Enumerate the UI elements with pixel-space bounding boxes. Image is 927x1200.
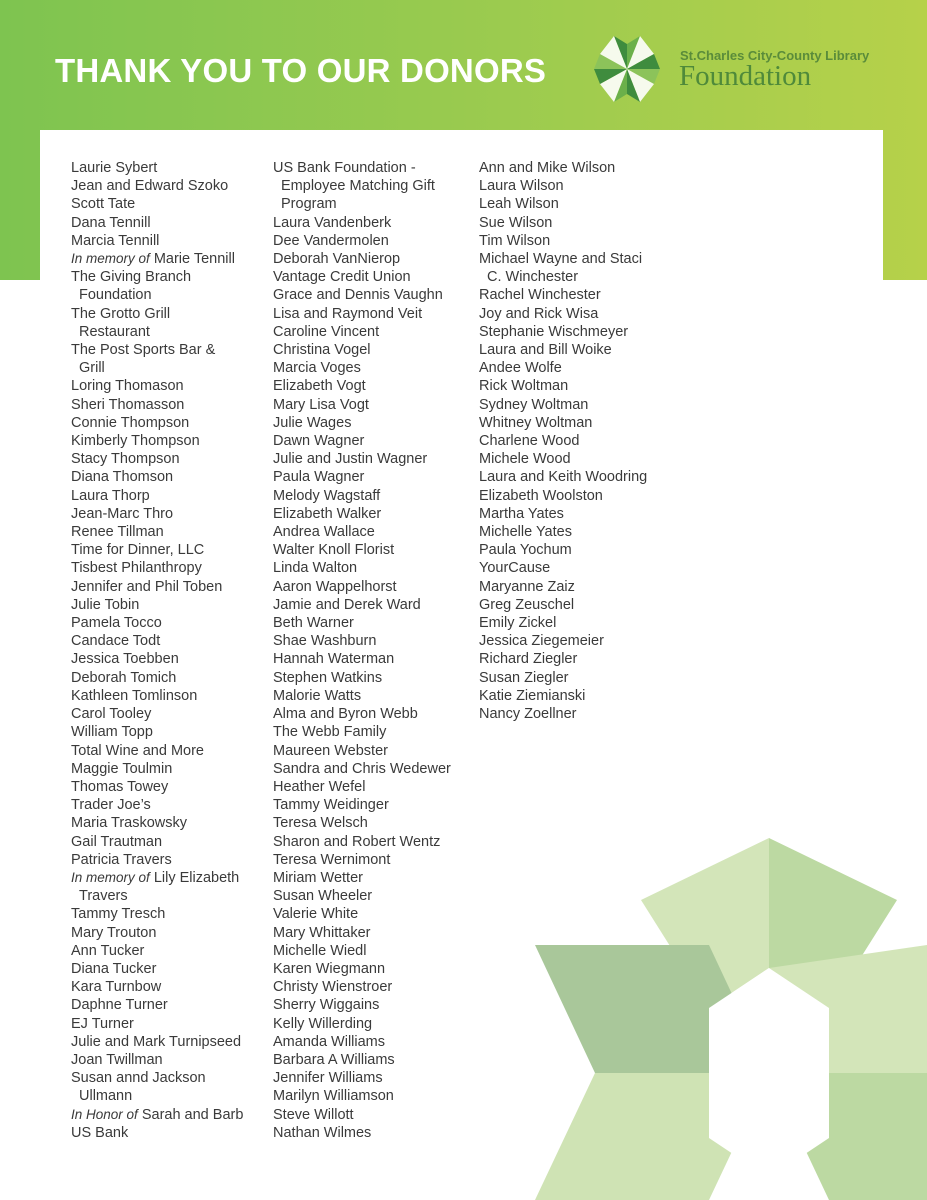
donor-entry [273, 905, 451, 923]
donor-entry [273, 723, 451, 741]
donor-column-1 [71, 159, 243, 1142]
donor-name: Julie and Justin Wagner [273, 451, 428, 468]
donor-entry [479, 177, 647, 195]
donor-entry [71, 1106, 243, 1124]
dedication-prefix: In memory of [71, 251, 150, 267]
donor-entry [273, 214, 451, 232]
donor-name: Daphne Turner [71, 997, 168, 1014]
donor-name: Sue Wilson [479, 214, 553, 231]
donor-name: Alma and Byron Webb [273, 706, 418, 723]
donor-entry [71, 869, 243, 887]
donor-name: Sharon and Robert Wentz [273, 833, 441, 850]
donor-name: Joy and Rick Wisa [479, 305, 599, 322]
donor-name: Hannah Waterman [273, 651, 395, 668]
donor-entry-continuation [71, 359, 243, 377]
donor-name: Elizabeth Walker [273, 505, 382, 522]
donor-name: Tammy Weidinger [273, 797, 389, 814]
donor-name: Susan annd Jackson [71, 1070, 206, 1087]
donor-name: Karen Wiegmann [273, 960, 386, 977]
donor-entry [273, 596, 451, 614]
donor-entry [71, 523, 243, 541]
donor-name: Scott Tate [71, 196, 136, 213]
donor-name: Pamela Tocco [71, 615, 162, 632]
donor-entry [71, 1015, 243, 1033]
donor-name: Marie Tennill [153, 251, 235, 268]
donor-entry [273, 869, 451, 887]
donor-entry [273, 1033, 451, 1051]
donor-name: Walter Knoll Florist [273, 542, 395, 559]
donor-name: Travers [79, 888, 128, 905]
donor-name: Whitney Woltman [479, 414, 593, 431]
donor-name: Nancy Zoellner [479, 706, 577, 723]
donor-name: Sherry Wiggains [273, 997, 380, 1014]
donor-name: Susan Wheeler [273, 888, 373, 905]
donor-entry [479, 286, 647, 304]
decorative-star-graphic [535, 838, 927, 1200]
donor-name: Dawn Wagner [273, 433, 365, 450]
donor-name: Foundation [79, 287, 152, 304]
donor-name: Sarah and Barb [141, 1106, 244, 1123]
donor-entry [71, 250, 243, 268]
donor-entry [479, 232, 647, 250]
donor-entry [479, 341, 647, 359]
donor-name: Sandra and Chris Wedewer [273, 760, 451, 777]
donor-entry [273, 232, 451, 250]
donor-entry [273, 614, 451, 632]
donor-entry [71, 960, 243, 978]
donor-entry [273, 578, 451, 596]
donor-name: Michelle Yates [479, 524, 572, 541]
donor-name: Renee Tillman [71, 524, 164, 541]
donor-name: Amanda Williams [273, 1033, 385, 1050]
donor-name: Steve Willott [273, 1106, 354, 1123]
donor-entry [273, 250, 451, 268]
donor-entry [479, 468, 647, 486]
donor-name: Heather Wefel [273, 778, 366, 795]
donor-entry [71, 650, 243, 668]
donor-name: Laura Vandenberk [273, 214, 392, 231]
donor-entry [71, 1124, 243, 1142]
donor-entry [273, 1015, 451, 1033]
donor-entry [273, 742, 451, 760]
donor-name: Tim Wilson [479, 232, 551, 249]
donor-entry [479, 487, 647, 505]
donor-name: Andrea Wallace [273, 524, 375, 541]
donor-entry [273, 924, 451, 942]
donor-entry [71, 414, 243, 432]
donor-entry [479, 596, 647, 614]
donor-entry [71, 723, 243, 741]
donor-name: Lily Elizabeth [153, 869, 240, 886]
donor-entry [71, 468, 243, 486]
donor-entry [479, 305, 647, 323]
donor-entry [273, 996, 451, 1014]
donor-column-3 [479, 159, 647, 723]
donor-entry [71, 159, 243, 177]
donor-name: Grill [79, 360, 105, 377]
donor-entry [273, 632, 451, 650]
donor-entry [71, 505, 243, 523]
donor-name: Leah Wilson [479, 196, 559, 213]
donor-name: Laura Wilson [479, 178, 564, 195]
donor-name: Maria Traskowsky [71, 815, 188, 832]
donor-entry [71, 232, 243, 250]
donor-entry [273, 359, 451, 377]
donor-entry [273, 978, 451, 996]
donor-entry [479, 323, 647, 341]
donor-entry-continuation [273, 177, 451, 195]
donor-name: The Grotto Grill [71, 305, 171, 322]
donor-name: Elizabeth Vogt [273, 378, 366, 395]
donor-name: Susan Ziegler [479, 669, 569, 686]
donor-entry [71, 760, 243, 778]
donor-entry [71, 432, 243, 450]
donor-name: Trader Joe’s [71, 797, 151, 814]
donor-entry [71, 669, 243, 687]
donor-entry [273, 887, 451, 905]
donor-column-2 [273, 159, 451, 1142]
donor-entry [71, 905, 243, 923]
donor-name: Jean-Marc Thro [71, 505, 174, 522]
donor-name: Rachel Winchester [479, 287, 601, 304]
donor-entry [273, 650, 451, 668]
donor-entry [273, 669, 451, 687]
donor-entry [479, 159, 647, 177]
donor-name: Jamie and Derek Ward [273, 596, 421, 613]
donor-name: Candace Todt [71, 633, 161, 650]
donor-entry [479, 669, 647, 687]
donor-entry [71, 596, 243, 614]
donor-name: Jessica Toebben [71, 651, 179, 668]
donor-entry [479, 614, 647, 632]
donor-name: Sydney Woltman [479, 396, 589, 413]
donor-name: Loring Thomason [71, 378, 184, 395]
dedication-prefix: In Honor of [71, 1106, 138, 1122]
donor-name: Melody Wagstaff [273, 487, 381, 504]
donor-name: C. Winchester [487, 269, 579, 286]
donor-name: Dana Tennill [71, 214, 151, 231]
donor-entry [479, 632, 647, 650]
donor-entry [273, 1106, 451, 1124]
donor-entry [71, 924, 243, 942]
donor-name: Kathleen Tomlinson [71, 687, 198, 704]
donor-entry [273, 942, 451, 960]
donor-name: Linda Walton [273, 560, 358, 577]
donor-entry [273, 814, 451, 832]
donor-name: Tisbest Philanthropy [71, 560, 202, 577]
donor-entry [71, 942, 243, 960]
donor-name: Kimberly Thompson [71, 433, 200, 450]
donor-entry [71, 1051, 243, 1069]
donor-name: Marcia Tennill [71, 232, 160, 249]
donor-name: Kara Turnbow [71, 979, 162, 996]
donor-name: Deborah Tomich [71, 669, 177, 686]
donor-name: Julie Tobin [71, 596, 140, 613]
donor-name: Beth Warner [273, 615, 354, 632]
donor-entry [273, 796, 451, 814]
donor-name: Tammy Tresch [71, 906, 166, 923]
donor-entry [479, 578, 647, 596]
donor-name: Valerie White [273, 906, 359, 923]
donor-entry [273, 778, 451, 796]
page-title: THANK YOU TO OUR DONORS [55, 52, 547, 89]
donor-entry [479, 505, 647, 523]
donor-entry [71, 578, 243, 596]
donor-name: Thomas Towey [71, 778, 169, 795]
donor-name: Paula Yochum [479, 542, 572, 559]
donor-entry [71, 833, 243, 851]
donor-name: Laurie Sybert [71, 160, 158, 176]
donor-entry [273, 851, 451, 869]
donor-name: Mary Whittaker [273, 924, 371, 941]
donor-entry [273, 1069, 451, 1087]
org-name: Foundation [679, 60, 812, 92]
donor-name: Joan Twillman [71, 1051, 163, 1068]
donor-name: EJ Turner [71, 1015, 134, 1032]
donor-name: Mary Trouton [71, 924, 157, 941]
donor-name: Teresa Wernimont [273, 851, 391, 868]
donor-name: YourCause [479, 560, 551, 577]
donor-name: Shae Washburn [273, 633, 377, 650]
donor-entry [479, 523, 647, 541]
donor-name: Andee Wolfe [479, 360, 562, 377]
donor-entry [71, 541, 243, 559]
donor-name: Greg Zeuschel [479, 596, 575, 613]
donor-name: Marcia Voges [273, 360, 361, 377]
donor-name: Julie Wages [273, 414, 352, 431]
donor-entry [71, 814, 243, 832]
donor-name: Employee Matching Gift [281, 178, 435, 195]
donor-name: Jennifer and Phil Toben [71, 578, 223, 595]
donor-entry [71, 796, 243, 814]
donor-entry [273, 760, 451, 778]
donor-name: Patricia Travers [71, 851, 172, 868]
donor-name: Maureen Webster [273, 742, 388, 759]
donor-entry [71, 742, 243, 760]
donor-name: Maryanne Zaiz [479, 578, 575, 595]
donor-entry [479, 650, 647, 668]
donor-entry [479, 377, 647, 395]
donor-name: US Bank [71, 1124, 129, 1141]
donor-name: Malorie Watts [273, 687, 362, 704]
donor-name: Ann and Mike Wilson [479, 160, 616, 176]
donor-name: Paula Wagner [273, 469, 365, 486]
donor-entry-continuation [479, 268, 647, 286]
donor-name: Richard Ziegler [479, 651, 578, 668]
donor-entry [71, 450, 243, 468]
donor-name: Laura and Bill Woike [479, 342, 612, 359]
donor-name: Jean and Edward Szoko [71, 178, 229, 195]
donor-name: Laura Thorp [71, 487, 150, 504]
donor-name: Miriam Wetter [273, 869, 363, 886]
donor-entry [273, 833, 451, 851]
donor-name: Grace and Dennis Vaughn [273, 287, 443, 304]
donor-entry [71, 705, 243, 723]
donor-entry [273, 960, 451, 978]
donor-name: Caroline Vincent [273, 323, 380, 340]
donor-entry [479, 414, 647, 432]
donor-entry [479, 559, 647, 577]
donor-entry [273, 541, 451, 559]
donor-name: The Webb Family [273, 724, 387, 741]
donor-name: Rick Woltman [479, 378, 569, 395]
donor-name: Vantage Credit Union [273, 269, 411, 286]
donor-entry [273, 523, 451, 541]
donor-name: Stephen Watkins [273, 669, 383, 686]
donor-name: Katie Ziemianski [479, 687, 586, 704]
donor-entry [479, 195, 647, 213]
donor-name: Michele Wood [479, 451, 571, 468]
donor-name: Ann Tucker [71, 942, 145, 959]
donor-entry [71, 1033, 243, 1051]
donor-name: Kelly Willerding [273, 1015, 373, 1032]
donor-entry [71, 396, 243, 414]
donor-entry [71, 996, 243, 1014]
donor-name: Laura and Keith Woodring [479, 469, 648, 486]
donor-name: Lisa and Raymond Veit [273, 305, 423, 322]
donor-entry [273, 687, 451, 705]
donor-entry [273, 450, 451, 468]
donor-entry [273, 559, 451, 577]
donor-entry [71, 632, 243, 650]
donor-name: Mary Lisa Vogt [273, 396, 369, 413]
donor-entry-continuation [71, 1087, 243, 1105]
donor-name: Dee Vandermolen [273, 232, 389, 249]
donor-entry [273, 505, 451, 523]
donor-entry [273, 159, 451, 177]
donor-name: Jessica Ziegemeier [479, 633, 604, 650]
donor-entry [479, 705, 647, 723]
donor-name: Restaurant [79, 323, 150, 340]
donor-entry [273, 268, 451, 286]
donor-entry [273, 305, 451, 323]
donor-entry [273, 1124, 451, 1142]
donor-name: Emily Zickel [479, 615, 557, 632]
org-line: St.Charles City-County Library [680, 48, 870, 63]
donor-entry [71, 614, 243, 632]
donor-entry [479, 432, 647, 450]
donor-entry [273, 341, 451, 359]
dedication-prefix: In memory of [71, 869, 150, 885]
donor-name: Christina Vogel [273, 342, 371, 359]
donor-entry [273, 487, 451, 505]
donor-entry [71, 487, 243, 505]
donor-name: The Giving Branch [71, 269, 192, 286]
star-logo-icon [592, 34, 662, 104]
donor-entry [273, 1051, 451, 1069]
donor-name: Maggie Toulmin [71, 760, 173, 777]
donor-name: Time for Dinner, LLC [71, 542, 205, 559]
donor-entry [71, 268, 243, 286]
donor-name: Stephanie Wischmeyer [479, 323, 629, 340]
donor-name: Teresa Welsch [273, 815, 368, 832]
donor-name: Jennifer Williams [273, 1070, 383, 1087]
donor-name: Sheri Thomasson [71, 396, 185, 413]
donor-entry [71, 377, 243, 395]
donor-name: Stacy Thompson [71, 451, 180, 468]
donor-entry [273, 468, 451, 486]
donor-entry [71, 177, 243, 195]
donor-name: Marilyn Williamson [273, 1088, 394, 1105]
donor-entry [71, 851, 243, 869]
donor-name: Program [281, 196, 337, 213]
donor-name: William Topp [71, 724, 153, 741]
donor-entry [479, 396, 647, 414]
donor-name: Elizabeth Woolston [479, 487, 603, 504]
donor-name: Ullmann [79, 1088, 133, 1105]
donor-entry [71, 559, 243, 577]
donor-name: Deborah VanNierop [273, 251, 401, 268]
donor-entry [479, 250, 647, 268]
donor-entry [71, 687, 243, 705]
donor-entry [273, 414, 451, 432]
donor-entry [479, 214, 647, 232]
donor-name: Gail Trautman [71, 833, 163, 850]
donor-name: Carol Tooley [71, 706, 152, 723]
donor-entry-continuation [273, 195, 451, 213]
donor-entry [273, 705, 451, 723]
donor-entry-continuation [71, 286, 243, 304]
donor-entry [71, 978, 243, 996]
donor-entry [479, 359, 647, 377]
donor-name: Michelle Wiedl [273, 942, 367, 959]
donor-entry [71, 305, 243, 323]
donor-entry [71, 778, 243, 796]
donor-entry [273, 377, 451, 395]
donor-entry [71, 214, 243, 232]
donor-name: Aaron Wappelhorst [273, 578, 397, 595]
donor-name: Nathan Wilmes [273, 1124, 372, 1141]
donor-entry [479, 450, 647, 468]
donor-name: Diana Thomson [71, 469, 174, 486]
donor-name: Martha Yates [479, 505, 564, 522]
donor-entry-continuation [71, 323, 243, 341]
donor-entry [273, 286, 451, 304]
donor-name: Charlene Wood [479, 433, 580, 450]
donor-entry [273, 1087, 451, 1105]
donor-name: Christy Wienstroer [273, 979, 393, 996]
donor-name: Julie and Mark Turnipseed [71, 1033, 242, 1050]
donor-name: The Post Sports Bar & [71, 342, 216, 359]
donor-entry [479, 687, 647, 705]
donor-entry [71, 195, 243, 213]
donor-name: Total Wine and More [71, 742, 204, 759]
donor-name: US Bank Foundation - [273, 160, 416, 176]
donor-entry [273, 432, 451, 450]
donor-entry-continuation [71, 887, 243, 905]
donor-entry [71, 341, 243, 359]
donor-name: Diana Tucker [71, 960, 157, 977]
donor-name: Barbara A Williams [273, 1051, 395, 1068]
donor-entry [479, 541, 647, 559]
donor-name: Michael Wayne and Staci [479, 251, 643, 268]
donor-entry [71, 1069, 243, 1087]
donor-entry [273, 323, 451, 341]
donor-entry [273, 396, 451, 414]
donor-name: Connie Thompson [71, 414, 190, 431]
